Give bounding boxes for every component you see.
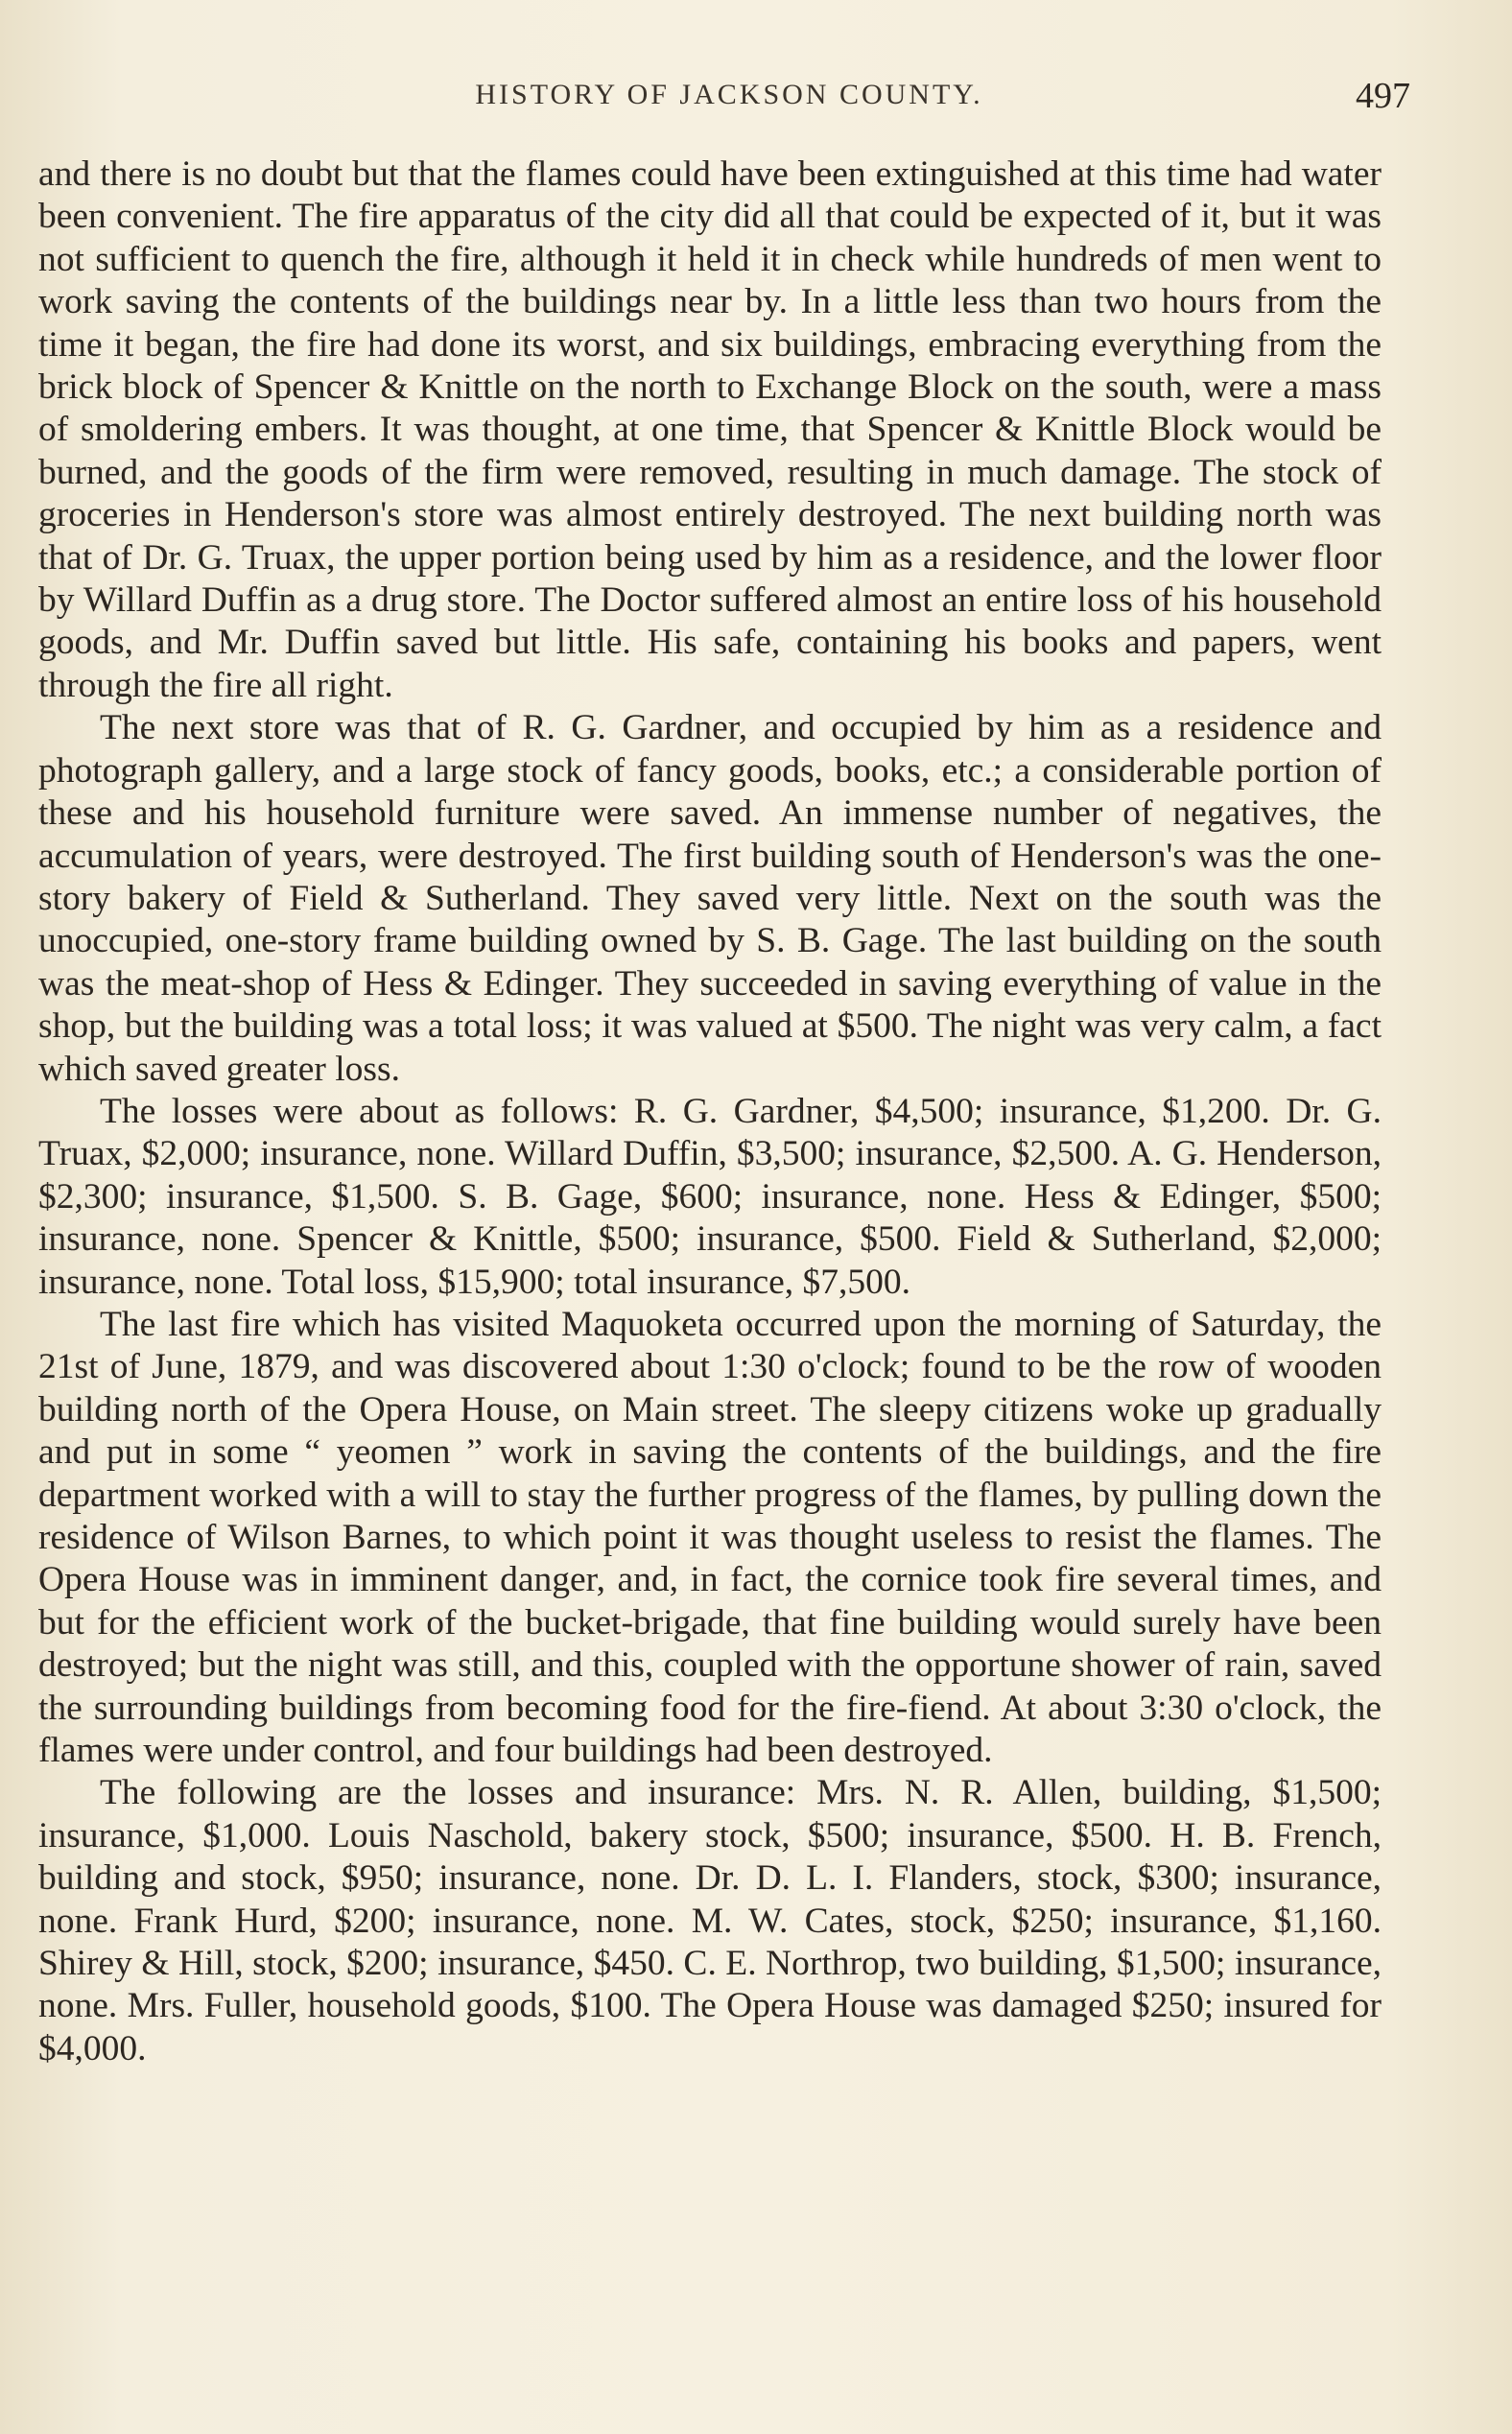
- body-text: [38, 154, 1382, 2070]
- paragraph-gardner-store: The next store was that of R. G. Gardner, and occupied by him as a residence and photograph gallery, and a large stock of fancy goods, books, etc.; a considerable portion of these and his household furniture were saved. An immense number of negatives, the accumulation of years, were destroyed. The first building south of Henderson's was the one-story bakery of Field & Sutherland. They saved very little. Next on the south was the unoccupied, one-story frame building owned by S. B. Gage. The last building on the south was the meat-shop of Hess & Edinger. They succeeded in saving everything of value in the shop, but the building was a total loss; it was valued at $500. The night was very calm, a fact which saved greater loss.: [38, 708, 1382, 1089]
- paragraph-continuation: and there is no doubt but that the flames could have been extinguished at this time had water been convenient. The fire apparatus of the city did all that could be expected of it, but it was not sufficient to quench the fire, although it held it in check while hundreds of men went to work saving the contents of the buildings near by. In a little less than two hours from the time it began, the fire had done its worst, and six buildings, embracing everything from the brick block of Spencer & Knittle on the north to Exchange Block on the south, were a mass of smoldering embers. It was thought, at one time, that Spencer & Knittle Block would be burned, and the goods of the firm were removed, resulting in much damage. The stock of groceries in Henderson's store was almost entirely destroyed. The next building north was that of Dr. G. Truax, the upper portion being used by him as a residence, and the lower floor by Willard Duffin as a drug store. The Doctor suffered almost an entire loss of his household goods, and Mr. Duffin saved but little. His safe, containing his books and papers, went through the fire all right.: [38, 154, 1382, 705]
- page-number: 497: [1356, 76, 1410, 116]
- paragraph-losses-last-fire: The following are the losses and insurance: Mrs. N. R. Allen, building, $1,500; insurance, $1,000. Louis Naschold, bakery stock, $500; insurance, $500. H. B. French, building and stock, $950; insurance, none. Dr. D. L. I. Flanders, stock, $300; insurance, none. Frank Hurd, $200; insurance, none. M. W. Cates, stock, $250; insurance, $1,160. Shirey & Hill, stock, $200; insurance, $450. C. E. Northrop, two building, $1,500; insurance, none. Mrs. Fuller, household goods, $100. The Opera House was damaged $250; insured for $4,000.: [38, 1773, 1382, 2068]
- paragraph-losses-first-fire: The losses were about as follows: R. G. Gardner, $4,500; insurance, $1,200. Dr. G. Truax, $2,000; insurance, none. Willard Duffin, $3,500; insurance, $2,500. A. G. Henderson, $2,300; insurance, $1,500. S. B. Gage, $600; insurance, none. Hess & Edinger, $500; insurance, none. Spencer & Knittle, $500; insurance, $500. Field & Sutherland, $2,000; insurance, none. Total loss, $15,900; total insurance, $7,500.: [38, 1091, 1382, 1302]
- paragraph-last-fire: The last fire which has visited Maquoketa occurred upon the morning of Saturday, the 21st of June, 1879, and was discovered about 1:30 o'clock; found to be the row of wooden building north of the Opera House, on Main street. The sleepy citizens woke up gradually and put in some “ yeomen ” work in saving the contents of the buildings, and the fire department worked with a will to stay the further progress of the flames, by pulling down the residence of Wilson Barnes, to which point it was thought useless to resist the flames. The Opera House was in imminent danger, and, in fact, the cornice took fire several times, and but for the efficient work of the bucket-brigade, that fine building would surely have been destroyed; but the night was still, and this, coupled with the opportune shower of rain, saved the surrounding buildings from becoming food for the fire-fiend. At about 3:30 o'clock, the flames were under control, and four buildings had been destroyed.: [38, 1304, 1382, 1771]
- running-head: [38, 76, 1420, 127]
- running-title: HISTORY OF JACKSON COUNTY.: [475, 79, 983, 110]
